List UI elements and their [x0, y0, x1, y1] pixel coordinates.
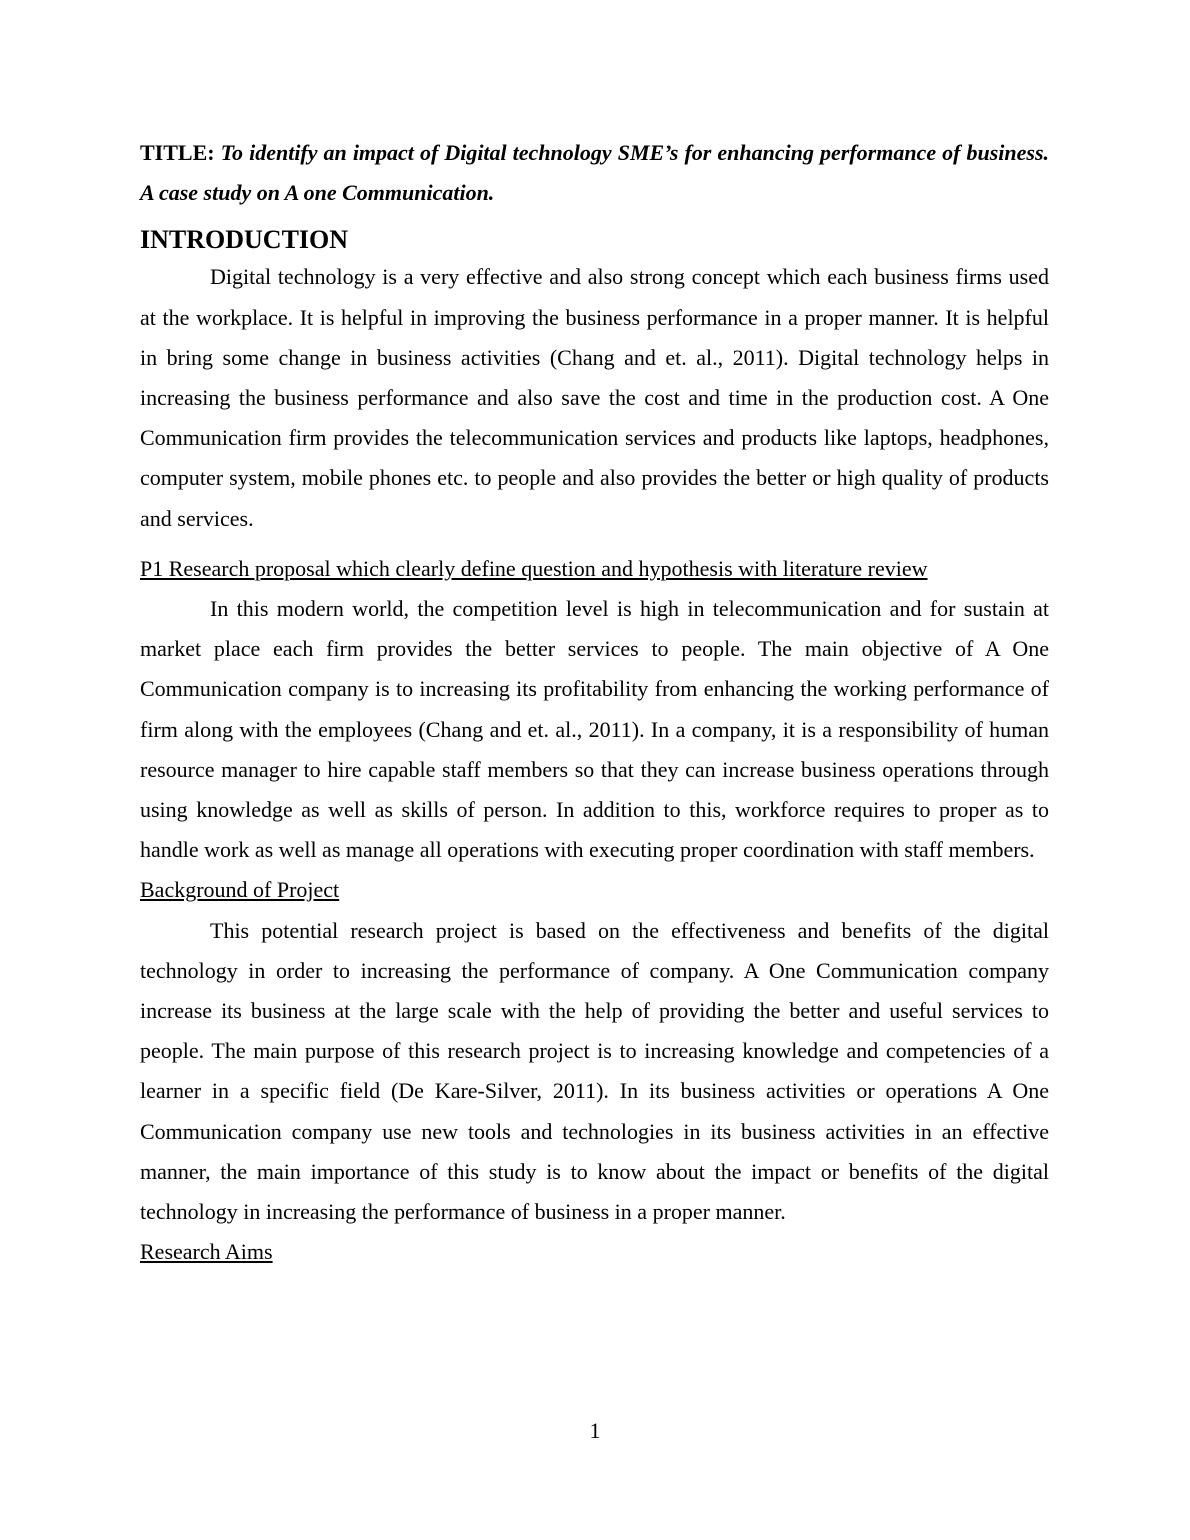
document-page	[140, 133, 1049, 1272]
background-paragraph: This potential research project is based on the effectiveness and benefits of the digital technology in order to increasing the performance of company. A One Communication company increase its business at the large scale with the help of providing the better and useful services to people. The main purpose of this research project is to increasing knowledge and competencies of a learner in a specific field (De Kare-Silver, 2011). In its business activities or operations A One Communication company use new tools and technologies in its business activities in an effective manner, the main importance of this study is to know about the impact or benefits of the digital technology in increasing the performance of business in a proper manner.	[140, 917, 1049, 1225]
title-label: TITLE:	[140, 140, 215, 165]
p1-paragraph: In this modern world, the competition level is high in telecommunication and for sustain at market place each firm provides the better services to people. The main objective of A One Communication company is to increasing its profitability from enhancing the working performance of firm along with the employees (Chang and et. al., 2011). In a company, it is a responsibility of human resource manager to hire capable staff members so that they can increase business operations through using knowledge as well as skills of person. In addition to this, workforce requires to proper as to handle work as well as manage all operations with executing proper coordination with staff members.	[140, 596, 1049, 863]
research-aims-heading: Research Aims	[140, 1239, 273, 1265]
document-title	[140, 133, 1049, 213]
title-text: To identify an impact of Digital technology SME’s for enhancing performance of business. A case study on A one Communication.	[140, 140, 1050, 206]
page-number: 1	[589, 1418, 601, 1443]
introduction-heading: INTRODUCTION	[140, 225, 349, 255]
background-heading: Background of Project	[140, 877, 340, 903]
p1-heading: P1 Research proposal which clearly define question and hypothesis with literature review	[140, 555, 928, 581]
introduction-paragraph: Digital technology is a very effective and also strong concept which each business firms used at the workplace. It is helpful in improving the business performance in a proper manner. It is helpful in bring some change in business activities (Chang and et. al., 2011). Digital technology helps in increasing the business performance and also save the cost and time in the production cost. A One Communication firm provides the telecommunication services and products like laptops, headphones, computer system, mobile phones etc. to people and also provides the better or high quality of products and services.	[140, 264, 1049, 531]
